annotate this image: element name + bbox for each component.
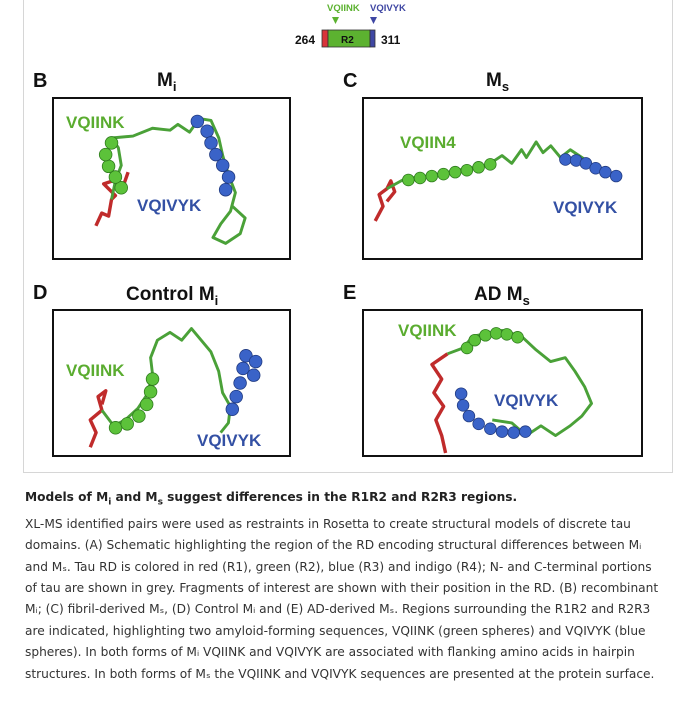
- motif-green-label: VQIINK: [327, 3, 360, 14]
- end-residue: 311: [381, 33, 401, 47]
- motif-blue-label: VQIVYK: [370, 3, 406, 14]
- green-label-d: VQIINK: [66, 361, 125, 380]
- green-label-e: VQIINK: [398, 321, 457, 340]
- panel-letter-b: B: [33, 70, 48, 92]
- panel-title-d: Control $M_i$: [126, 284, 219, 308]
- panel-box-b: [52, 97, 291, 260]
- r3-segment: [370, 30, 375, 47]
- panel-title-c: $M_s$: [486, 70, 510, 94]
- panel-box-c: [362, 97, 643, 260]
- blue-label-d: VQIVYK: [197, 431, 262, 450]
- blue-label-c: VQIVYK: [553, 198, 618, 217]
- domain-schematic: [0, 0, 683, 60]
- blue-label-e: VQIVYK: [494, 391, 559, 410]
- panel-letter-c: C: [343, 70, 358, 92]
- region-label: R2: [341, 35, 354, 46]
- panel-letter-d: D: [33, 282, 48, 304]
- structure-c: [364, 99, 641, 258]
- blue-arrow-icon: [370, 17, 377, 24]
- figure-caption: [25, 487, 665, 685]
- green-arrow-icon: [332, 17, 339, 24]
- start-residue: 264: [295, 33, 316, 47]
- panel-letter-e: E: [343, 282, 357, 304]
- r1-segment: [322, 30, 328, 47]
- blue-label-b: VQIVYK: [137, 196, 202, 215]
- panel-box-e: [362, 309, 643, 457]
- caption-title: Models of $M_i$ and $M_s$ suggest differences in the R1R2 and R2R3 regions.: [25, 490, 518, 508]
- panel-title-e: AD $M_s$: [474, 284, 530, 308]
- green-label-b: VQIINK: [66, 113, 125, 132]
- caption-body: XL-MS identified pairs were used as restraints in Rosetta to create structural models of discrete tau domains. (A) Schematic highlighting the region of the RD encoding structural differences between Mᵢ and Mₛ. Tau RD is colored in red (R1), green (R2), blue (R3) and indigo (R4); N- and C-terminal portions of tau are shown in grey. Fragments of interest are shown with their position in the RD. (B) recombinant Mᵢ; (C) fibril-derived Mₛ, (D) Control Mᵢ and (E) AD-derived Mₛ. Regions surrounding the R1R2 and R2R3 are indicated, highlighting two amyloid-forming sequences, VQIINK (green spheres) and VQIVYK (blue spheres). In both forms of Mᵢ VQIINK and VQIVYK are associated with flanking amino acids in hairpin structures. In both forms of Mₛ the VQIINK and VQIVYK sequences are presented at the protein surface.: [25, 516, 659, 681]
- panel-title-b: $M_i$: [157, 70, 177, 94]
- panel-box-d: [52, 309, 291, 457]
- green-label-c: VQIIN4: [400, 133, 456, 152]
